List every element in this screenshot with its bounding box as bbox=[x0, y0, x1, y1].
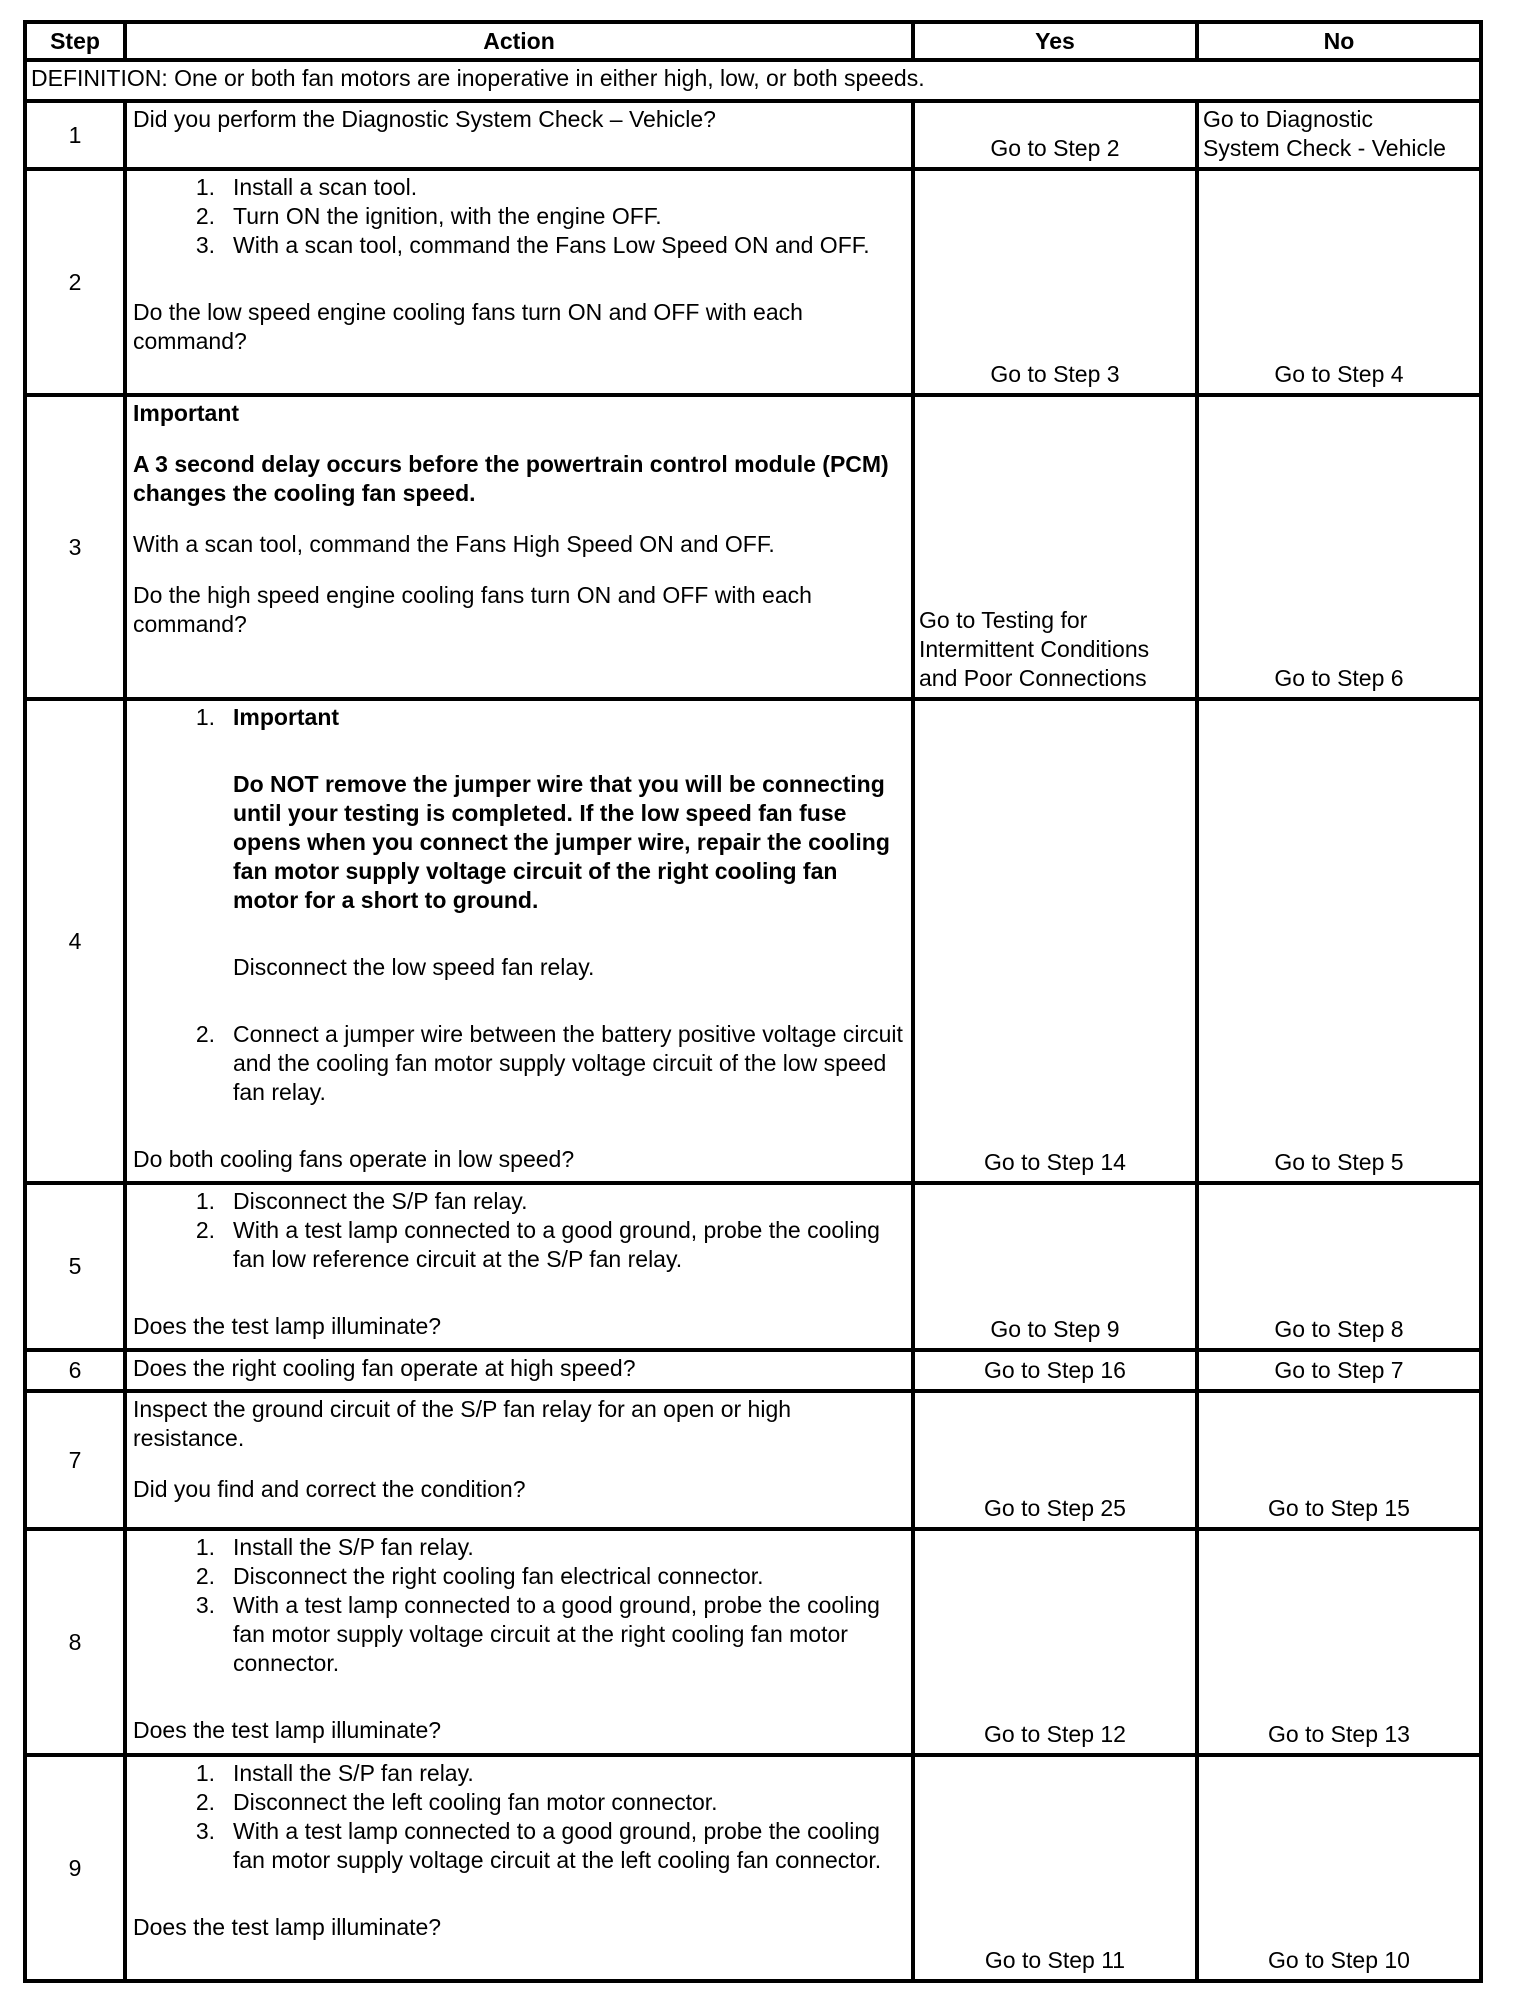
yes-result bbox=[913, 1755, 1197, 1981]
item-number: 1. bbox=[195, 1760, 215, 1786]
yes-result bbox=[913, 169, 1197, 395]
no-result bbox=[1197, 1183, 1481, 1350]
question-text: Did you perform the Diagnostic System Check – Vehicle? bbox=[133, 106, 716, 132]
action-cell bbox=[125, 395, 913, 699]
step-row-8 bbox=[25, 1529, 1481, 1755]
question-text: Do the high speed engine cooling fans turn ON and OFF with each command? bbox=[133, 582, 812, 637]
item-number: 2. bbox=[195, 1217, 215, 1243]
yes-result bbox=[913, 699, 1197, 1183]
no-link[interactable]: Go to Step 6 bbox=[1274, 665, 1404, 691]
question-text: Do the low speed engine cooling fans turn ON and OFF with each command? bbox=[133, 299, 803, 354]
diagnostic-table bbox=[23, 20, 1483, 1983]
item-number: 1. bbox=[195, 1534, 215, 1560]
instruction-list bbox=[133, 173, 905, 260]
step-number: 2 bbox=[25, 169, 125, 395]
step-row-2 bbox=[25, 169, 1481, 395]
yes-link-line3: and Poor Connections bbox=[919, 665, 1147, 691]
item-text: Turn ON the ignition, with the engine OFF. bbox=[233, 203, 662, 229]
no-link[interactable]: Go to Step 15 bbox=[1268, 1495, 1410, 1521]
no-link[interactable]: Go to Step 4 bbox=[1274, 361, 1404, 387]
list-item bbox=[133, 1591, 905, 1678]
yes-link[interactable]: Go to Step 25 bbox=[984, 1495, 1126, 1521]
item-text: Install the S/P fan relay. bbox=[233, 1534, 474, 1560]
question-text: Did you find and correct the condition? bbox=[133, 1476, 526, 1502]
instruction-list bbox=[133, 1759, 905, 1875]
action-cell bbox=[125, 169, 913, 395]
step-row-6 bbox=[25, 1350, 1481, 1391]
item-number: 1. bbox=[195, 1188, 215, 1214]
header-action: Action bbox=[125, 22, 913, 60]
question-text: Does the test lamp illuminate? bbox=[133, 1717, 442, 1743]
item-number: 1. bbox=[195, 174, 215, 200]
item-content bbox=[233, 703, 905, 982]
list-item bbox=[133, 1020, 905, 1107]
list-item bbox=[133, 202, 905, 231]
instruction-text: With a scan tool, command the Fans High Speed ON and OFF. bbox=[133, 531, 775, 557]
header-no: No bbox=[1197, 22, 1481, 60]
spacer bbox=[133, 1875, 905, 1913]
step-row-1 bbox=[25, 101, 1481, 169]
no-link[interactable]: Go to Step 8 bbox=[1274, 1316, 1404, 1342]
step-number: 8 bbox=[25, 1529, 125, 1755]
item-text: With a test lamp connected to a good ground, probe the cooling fan low reference circuit at the S/P fan relay. bbox=[233, 1217, 880, 1272]
yes-link[interactable]: Go to Step 11 bbox=[984, 1947, 1126, 1973]
list-item bbox=[133, 1216, 905, 1274]
item-text: Install a scan tool. bbox=[233, 174, 418, 200]
instruction-list bbox=[133, 1187, 905, 1274]
action-cell bbox=[125, 1755, 913, 1981]
spacer bbox=[233, 732, 905, 770]
spacer bbox=[233, 915, 905, 953]
item-text: Install the S/P fan relay. bbox=[233, 1760, 474, 1786]
no-result bbox=[1197, 1391, 1481, 1529]
yes-link-line2: Intermittent Conditions bbox=[919, 636, 1150, 662]
step-row-3 bbox=[25, 395, 1481, 699]
list-item bbox=[133, 1562, 905, 1591]
item-number: 3. bbox=[195, 232, 215, 258]
important-note: Do NOT remove the jumper wire that you will be connecting until your testing is completed. If the low speed fan fuse opens when you connect the jumper wire, repair the cooling fan motor supply voltage circuit of the right cooling fan motor for a short to ground. bbox=[233, 771, 890, 913]
no-result bbox=[1197, 169, 1481, 395]
yes-result bbox=[913, 1391, 1197, 1529]
step-number: 5 bbox=[25, 1183, 125, 1350]
yes-result bbox=[913, 1350, 1197, 1391]
item-text: Disconnect the left cooling fan motor connector. bbox=[233, 1789, 718, 1815]
item-text: With a scan tool, command the Fans Low Speed ON and OFF. bbox=[233, 232, 870, 258]
question-text: Does the test lamp illuminate? bbox=[133, 1914, 442, 1940]
step-number: 4 bbox=[25, 699, 125, 1183]
yes-link[interactable]: Go to Step 16 bbox=[984, 1357, 1126, 1383]
no-link-line1: Go to Diagnostic bbox=[1203, 106, 1374, 132]
action-cell bbox=[125, 1183, 913, 1350]
yes-link[interactable]: Go to Step 9 bbox=[990, 1316, 1120, 1342]
header-yes: Yes bbox=[913, 22, 1197, 60]
item-number: 2. bbox=[195, 1021, 215, 1047]
list-item bbox=[133, 1533, 905, 1562]
list-item bbox=[133, 1759, 905, 1788]
item-number: 3. bbox=[195, 1818, 215, 1844]
list-item bbox=[133, 703, 905, 982]
yes-link-line1: Go to Testing for bbox=[919, 607, 1088, 633]
yes-link[interactable]: Go to Step 2 bbox=[990, 135, 1120, 161]
no-link-line2: System Check - Vehicle bbox=[1203, 135, 1446, 161]
step-number: 6 bbox=[25, 1350, 125, 1391]
spacer bbox=[133, 508, 905, 530]
definition-text: DEFINITION: One or both fan motors are inoperative in either high, low, or both speeds. bbox=[25, 60, 1481, 101]
question-text: Does the test lamp illuminate? bbox=[133, 1313, 442, 1339]
important-heading: Important bbox=[133, 400, 240, 426]
item-number: 2. bbox=[195, 203, 215, 229]
no-link[interactable]: Go to Step 5 bbox=[1274, 1149, 1404, 1175]
no-result bbox=[1197, 1350, 1481, 1391]
yes-result bbox=[913, 395, 1197, 699]
no-result bbox=[1197, 101, 1481, 169]
yes-link[interactable]: Go to Step 3 bbox=[990, 361, 1120, 387]
no-link[interactable]: Go to Step 13 bbox=[1268, 1721, 1410, 1747]
list-item bbox=[133, 173, 905, 202]
yes-link[interactable]: Go to Step 12 bbox=[984, 1721, 1126, 1747]
item-number: 2. bbox=[195, 1789, 215, 1815]
important-note: A 3 second delay occurs before the powertrain control module (PCM) changes the cooling fan speed. bbox=[133, 451, 889, 506]
item-text: Disconnect the low speed fan relay. bbox=[233, 954, 595, 980]
instruction-text: Inspect the ground circuit of the S/P fan relay for an open or high resistance. bbox=[133, 1396, 792, 1451]
step-number: 7 bbox=[25, 1391, 125, 1529]
no-link[interactable]: Go to Step 7 bbox=[1274, 1357, 1404, 1383]
no-result bbox=[1197, 1529, 1481, 1755]
item-text: Connect a jumper wire between the battery positive voltage circuit and the cooling fan motor supply voltage circuit of the low speed fan relay. bbox=[233, 1021, 903, 1105]
no-result bbox=[1197, 699, 1481, 1183]
spacer bbox=[133, 1453, 905, 1475]
no-link[interactable]: Go to Step 10 bbox=[1268, 1947, 1410, 1973]
instruction-list bbox=[133, 703, 905, 1107]
header-row bbox=[25, 22, 1481, 60]
no-link[interactable] bbox=[1203, 105, 1475, 163]
step-number: 1 bbox=[25, 101, 125, 169]
action-cell bbox=[125, 101, 913, 169]
yes-result bbox=[913, 101, 1197, 169]
item-text: With a test lamp connected to a good ground, probe the cooling fan motor supply voltage circuit at the right cooling fan motor connector. bbox=[233, 1592, 880, 1676]
header-step: Step bbox=[25, 22, 125, 60]
list-item bbox=[133, 1187, 905, 1216]
item-number: 2. bbox=[195, 1563, 215, 1589]
question-text: Do both cooling fans operate in low speed? bbox=[133, 1146, 575, 1172]
no-result bbox=[1197, 395, 1481, 699]
list-item bbox=[133, 231, 905, 260]
yes-link[interactable]: Go to Step 14 bbox=[984, 1149, 1126, 1175]
no-result bbox=[1197, 1755, 1481, 1981]
item-text: Disconnect the right cooling fan electrical connector. bbox=[233, 1563, 764, 1589]
step-row-5 bbox=[25, 1183, 1481, 1350]
definition-row bbox=[25, 60, 1481, 101]
spacer bbox=[133, 1678, 905, 1716]
spacer bbox=[133, 260, 905, 298]
step-number: 9 bbox=[25, 1755, 125, 1981]
instruction-list bbox=[133, 1533, 905, 1678]
item-text: Disconnect the S/P fan relay. bbox=[233, 1188, 528, 1214]
list-item bbox=[133, 1788, 905, 1817]
spacer bbox=[133, 1274, 905, 1312]
spacer bbox=[133, 428, 905, 450]
spacer bbox=[133, 559, 905, 581]
important-heading: Important bbox=[233, 704, 340, 730]
action-cell bbox=[125, 1529, 913, 1755]
yes-result bbox=[913, 1529, 1197, 1755]
spacer bbox=[133, 1107, 905, 1145]
action-cell bbox=[125, 1350, 913, 1391]
yes-link[interactable] bbox=[919, 606, 1191, 693]
question-text: Does the right cooling fan operate at high speed? bbox=[133, 1355, 636, 1381]
item-number: 1. bbox=[195, 704, 215, 730]
step-number: 3 bbox=[25, 395, 125, 699]
action-cell bbox=[125, 699, 913, 1183]
step-row-7 bbox=[25, 1391, 1481, 1529]
item-number: 3. bbox=[195, 1592, 215, 1618]
list-item bbox=[133, 1817, 905, 1875]
step-row-4 bbox=[25, 699, 1481, 1183]
item-text: With a test lamp connected to a good ground, probe the cooling fan motor supply voltage circuit at the left cooling fan connector. bbox=[233, 1818, 882, 1873]
action-cell bbox=[125, 1391, 913, 1529]
yes-result bbox=[913, 1183, 1197, 1350]
step-row-9 bbox=[25, 1755, 1481, 1981]
